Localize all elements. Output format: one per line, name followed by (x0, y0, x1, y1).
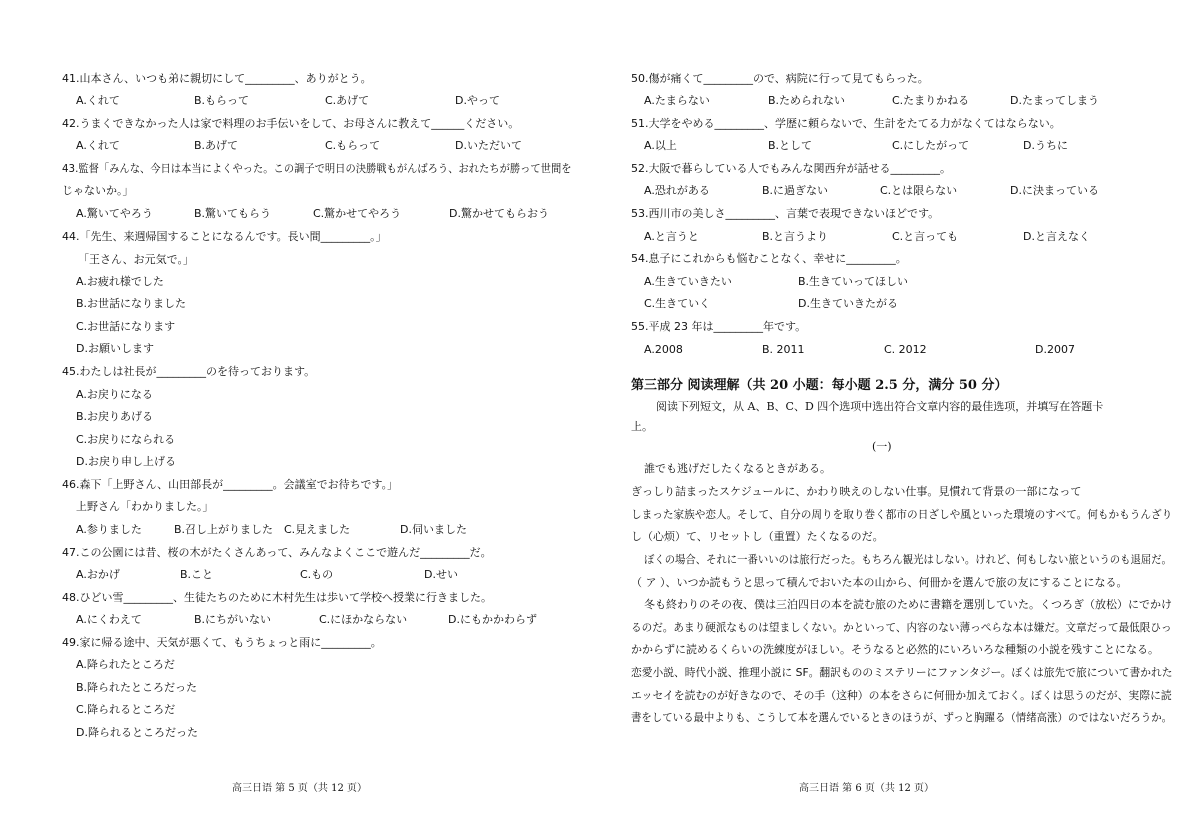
q44-option-c: C.お世話になります (76, 320, 176, 333)
passage-line: 冬も終わりのその夜、僕は三泊四日の本を読む旅のために書籍を選別していた。くつろぎ（放松）にでかけ (644, 598, 1172, 611)
q47-option-c: C.もの (300, 568, 334, 581)
q55-option-a: A.2008 (644, 343, 683, 356)
q54-stem: 54.息子にこれからも悩むことなく、幸せに_________。 (631, 252, 907, 265)
q45-stem: 45.わたしは社長が_________のを待っております。 (62, 365, 316, 378)
q47-option-d: D.せい (424, 568, 458, 581)
q54-option-b: B.生きていってほしい (798, 275, 909, 288)
q47-option-a: A.おかげ (76, 568, 120, 581)
q49-stem: 49.家に帰る途中、天気が悪くて、もうちょっと雨に_________。 (62, 636, 382, 649)
q44-option-b: B.お世話になりました (76, 297, 187, 310)
q42-option-a: A.くれて (76, 139, 120, 152)
q46-option-c: C.見えました (284, 523, 351, 536)
q44-option-a: A.お疲れ様でした (76, 275, 164, 288)
passage-line: エッセイを読むのが好きなので、その手（这种）の本をさらに何冊か加えておく。ぼくは思うのだが、実際に読 (631, 689, 1172, 702)
q41-option-b: B.もらって (194, 94, 250, 107)
q42-option-b: B.あげて (194, 139, 239, 152)
q53-option-a: A.と言うと (644, 230, 699, 243)
q43-option-c: C.驚かせてやろう (313, 207, 402, 220)
q55-option-b: B. 2011 (762, 343, 805, 356)
q51-option-c: C.にしたがって (892, 139, 970, 152)
instruction-line1: 阅读下列短文，从 A、B、C、D 四个选项中选出符合文章内容的最佳选项，并填写在答题卡 (656, 400, 1104, 413)
passage-line: （ ア ）、いつか読もうと思って積んでおいた本の山から、何冊かを選んで旅の友にすることになる。 (631, 576, 1128, 589)
passage-line: 恋愛小説、時代小説、推理小説に SF。翻訳もののミステリーにファンタジー。ぼくは旅先で旅について書かれた (631, 666, 1173, 679)
q48-option-c: C.にほかならない (319, 613, 408, 626)
q53-stem: 53.西川市の美しさ_________、言葉で表現できないほどです。 (631, 207, 940, 220)
q43-stem-line2: じゃないか。」 (62, 184, 134, 197)
q41-stem: 41.山本さん、いつも弟に親切にして_________、ありがとう。 (62, 72, 372, 85)
q42-option-c: C.もらって (325, 139, 381, 152)
q45-option-d: D.お戻り申し上げる (76, 455, 176, 468)
q41-option-c: C.あげて (325, 94, 370, 107)
page-footer-right: 高三日语 第 6 页（共 12 页） (799, 783, 934, 794)
passage-line: 誰でも逃げだしたくなるときがある。 (644, 462, 831, 475)
q43-option-d: D.驚かせてもらおう (449, 207, 549, 220)
q48-option-d: D.にもかかわらず (448, 613, 537, 626)
q53-option-d: D.と言えなく (1023, 230, 1090, 243)
passage-line: しまった家族や恋人。そして、自分の周りを取り巻く都市の日ざしや風といった環境のすべて。何もかもうんざり (631, 508, 1173, 521)
instruction-line2: 上。 (631, 420, 653, 433)
q43-option-a: A.驚いてやろう (76, 207, 153, 220)
q48-option-a: A.にくわえて (76, 613, 142, 626)
q52-option-d: D.に決まっている (1010, 184, 1099, 197)
q52-option-c: C.とは限らない (880, 184, 958, 197)
q45-option-b: B.お戻りあげる (76, 410, 154, 423)
q51-option-d: D.うちに (1023, 139, 1068, 152)
passage-number: (一) (872, 440, 892, 453)
passage-line: ぎっしり詰まったスケジュールに、かわり映えのしない仕事。見慣れて背景の一部になって (631, 485, 1082, 498)
q41-option-d: D.やって (455, 94, 500, 107)
q41-option-a: A.くれて (76, 94, 120, 107)
q49-option-c: C.降られるところだ (76, 703, 176, 716)
passage-line: し（心烦）て、リセットし（重置）たくなるのだ。 (631, 530, 884, 543)
q51-option-a: A.以上 (644, 139, 677, 152)
q44-stem-line2: 「王さん、お元気で。」 (78, 253, 194, 266)
q44-option-d: D.お願いします (76, 342, 154, 355)
q50-option-b: B.ためられない (768, 94, 846, 107)
q49-option-d: D.降られるところだった (76, 726, 198, 739)
q46-option-b: B.召し上がりました (174, 523, 274, 536)
q54-option-c: C.生きていく (644, 297, 711, 310)
q52-option-b: B.に過ぎない (762, 184, 829, 197)
q48-stem: 48.ひどい雪_________、生徒たちのために木村先生は歩いて学校へ授業に行きました。 (62, 591, 492, 604)
q45-option-a: A.お戻りになる (76, 388, 153, 401)
q46-option-a: A.参りました (76, 523, 142, 536)
page-footer-left: 高三日语 第 5 页（共 12 页） (232, 783, 367, 794)
passage-line: ぼくの場合、それに一番いいのは旅行だった。もちろん観光はしない。けれど、何もしない旅というのも退屈だ。 (644, 553, 1172, 566)
q46-option-d: D.伺いました (400, 523, 467, 536)
q49-option-a: A.降られたところだ (76, 658, 175, 671)
q52-option-a: A.恐れがある (644, 184, 710, 197)
q55-option-d: D.2007 (1035, 343, 1075, 356)
q50-option-d: D.たまってしまう (1010, 94, 1099, 107)
q51-stem: 51.大学をやめる_________、学歴に頼らないで、生計をたてる力がなくてはならない。 (631, 117, 1061, 130)
q49-option-b: B.降られたところだった (76, 681, 198, 694)
q50-stem: 50.傷が痛くて_________ので、病院に行って見てもらった。 (631, 72, 929, 85)
passage-line: るのだ。あまり硬派なものは望ましくない。かといって、内容のない薄っぺらな本は嫌だ。文章だって最低限ひっ (631, 621, 1172, 634)
q55-option-c: C. 2012 (884, 343, 927, 356)
q46-stem-line2: 上野さん「わかりました。」 (76, 500, 214, 513)
q47-option-b: B.こと (180, 568, 214, 581)
q55-stem: 55.平成 23 年は_________年です。 (631, 320, 807, 333)
section-title: 第三部分 阅读理解（共 20 小题：每小题 2.5 分，满分 50 分） (631, 378, 1008, 393)
q47-stem: 47.この公園には昔、桜の木がたくさんあって、みんなよくここで遊んだ_________だ。 (62, 546, 492, 559)
q51-option-b: B.として (768, 139, 813, 152)
q52-stem: 52.大阪で暮らしている人でもみんな関西弁が話せる_________。 (631, 162, 951, 175)
passage-line: かからずに読めるくらいの洗練度がほしい。そうなると必然的にいろいろな種類の小説を残すことになる。 (631, 643, 1159, 656)
q50-option-a: A.たまらない (644, 94, 710, 107)
q44-stem-line1: 44.「先生、来週帰国することになるんです。長い間_________。」 (62, 230, 387, 243)
q42-stem: 42.うまくできなかった人は家で料理のお手伝いをして、お母さんに教えて______ください。 (62, 117, 520, 130)
q45-option-c: C.お戻りになられる (76, 433, 176, 446)
passage-line: 書をしている最中よりも、こうして本を選んでいるときのほうが、ずっと胸躍る（情绪高涨）のではないだろうか。 (631, 711, 1173, 724)
q50-option-c: C.たまりかねる (892, 94, 970, 107)
q42-option-d: D.いただいて (455, 139, 522, 152)
q53-option-b: B.と言うより (762, 230, 829, 243)
q43-stem-line1: 43.監督「みんな、今日は本当によくやった。この調子で明日の決勝戦もがんばろう、おれたちが勝って世間を (62, 162, 572, 175)
q54-option-a: A.生きていきたい (644, 275, 732, 288)
q54-option-d: D.生きていきたがる (798, 297, 898, 310)
q43-option-b: B.驚いてもらう (194, 207, 272, 220)
q46-stem-line1: 46.森下「上野さん、山田部長が_________。会議室でお待ちです。」 (62, 478, 399, 491)
q53-option-c: C.と言っても (892, 230, 959, 243)
q48-option-b: B.にちがいない (194, 613, 272, 626)
